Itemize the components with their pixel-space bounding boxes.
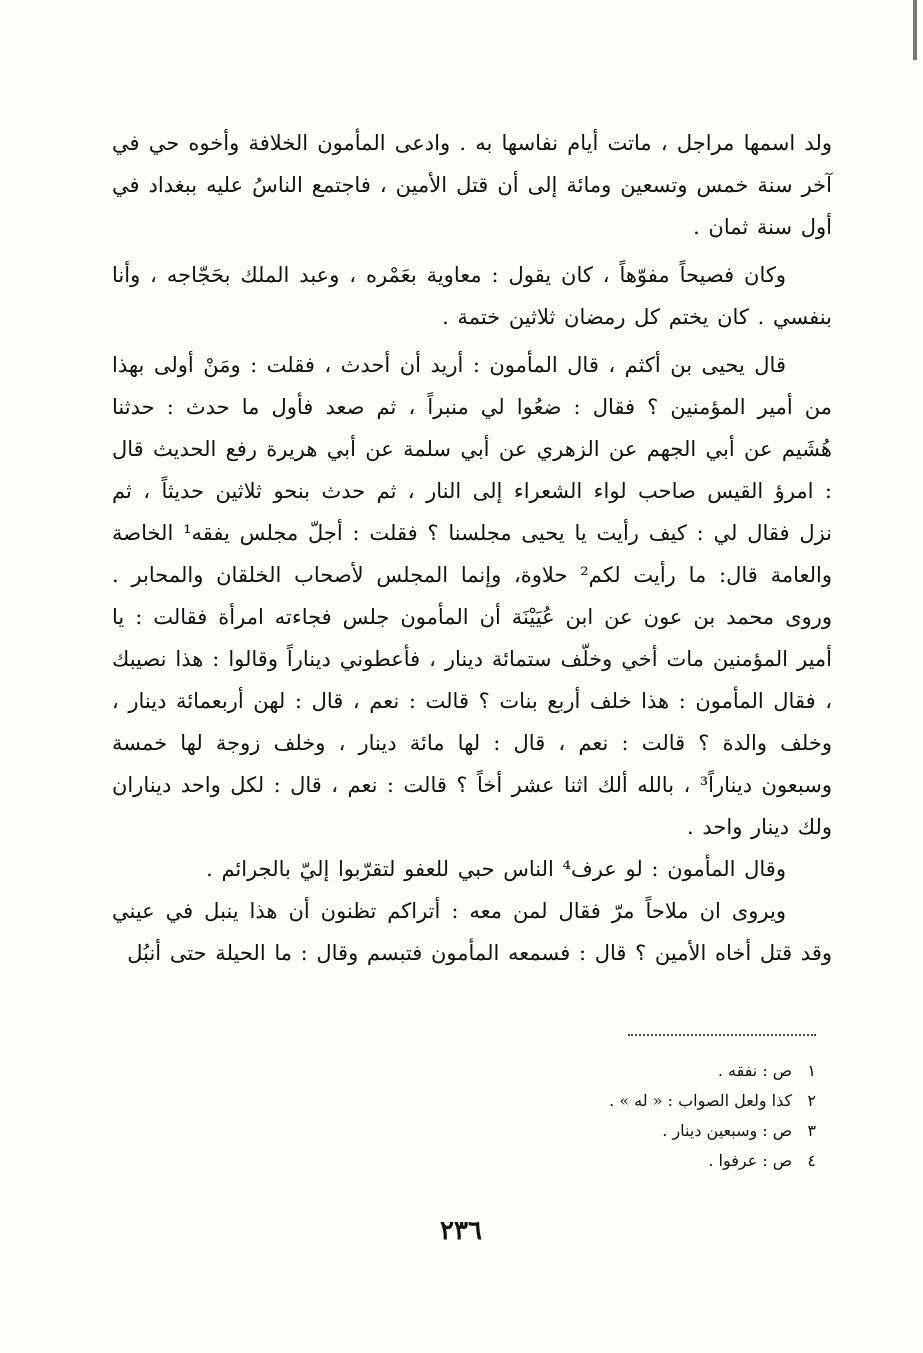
main-text-block (112, 122, 832, 974)
footnote-2 (480, 1086, 816, 1116)
footnote-text: ص : عرفوا . (708, 1151, 793, 1170)
page-edge-mark (913, 0, 917, 60)
footnote-number: ٢ (807, 1091, 816, 1110)
footnote-text: كذا ولعل الصواب : « له » . (609, 1091, 793, 1110)
footnote-1 (480, 1056, 816, 1086)
footnote-4 (480, 1146, 816, 1176)
footnotes-block (480, 1056, 816, 1176)
paragraph-1: ولد اسمها مراجل ، ماتت أيام نفاسها به . وادعى المأمون الخلافة وأخوه حي في آخر سنة خمس وتسعين ومائة إلى أن قتل الأمين ، فاجتمع الناسُ عليه ببغداد في أول سنة ثمان . (112, 131, 832, 239)
footnote-text: ص : وسبعين دينار . (662, 1121, 793, 1140)
footnote-divider (628, 1034, 816, 1036)
paragraph-5: ويروى ان ملاحاً مرّ فقال لمن معه : أتراكم تظنون أن هذا ينبل في عيني وقد قتل أخاه الأمين ؟ قال : فسمعه المأمون فتبسم وقال : ما الحيلة حتى أنبُل (112, 899, 832, 965)
footnote-number: ٤ (807, 1151, 816, 1170)
footnote-number: ٣ (807, 1121, 816, 1140)
footnote-3 (480, 1116, 816, 1146)
paragraph-4: وقال المأمون : لو عرف⁴ الناس حبي للعفو لتقرّبوا إليّ بالجرائم . (206, 857, 786, 881)
page-number: ٢٣٦ (440, 1216, 482, 1246)
footnote-number: ١ (807, 1061, 816, 1080)
footnote-text: ص : نفقه . (717, 1061, 793, 1080)
paragraph-3: قال يحيى بن أكثم ، قال المأمون : أريد أن أحدث ، فقلت : ومَنْ أولى بهذا من أمير المؤمنين ؟ فقال : ضعُوا لي منبراً ، ثم صعد فأول ما حدث : حدثنا هُشَيم عن أبي الجهم عن الزهري عن أبي سلمة عن أبي هريرة رفع الحديث قال : امرؤ القيس صاحب لواء الشعراء إلى النار ، ثم حدث بنحو ثلاثين حديثاً ، ثم نزل فقال لي : كيف رأيت يا يحيى مجلسنا ؟ فقلت : أجلّ مجلس يفقه¹ الخاصة والعامة قال: ما رأيت لكم² حلاوة، وإنما المجلس لأصحاب الخلقان والمحابر . وروى محمد بن عون عن ابن عُيَيْنَة أن المأمون جلس فجاءته امرأة فقالت : يا أمير المؤمنين مات أخي وخلّف ستمائة دينار ، فأعطوني ديناراً وقالوا : هذا نصيبك ، فقال المأمون : هذا خلف أربع بنات ؟ قالت : نعم ، قال : لهن أربعمائة دينار ، وخلف والدة ؟ قالت : نعم ، قال : لها مائة دينار ، وخلف زوجة لها خمسة وسبعون ديناراً³ ، بالله ألك اثنا عشر أخاً ؟ قالت : نعم ، قال : لكل واحد ديناران ولك دينار واحد . (112, 353, 833, 839)
paragraph-2: وكان فصيحاً مفوّهاً ، كان يقول : معاوية بعَمْره ، وعبد الملك بحَجّاجه ، وأنا بنفسي . كان يختم كل رمضان ثلاثين ختمة . (112, 263, 832, 329)
